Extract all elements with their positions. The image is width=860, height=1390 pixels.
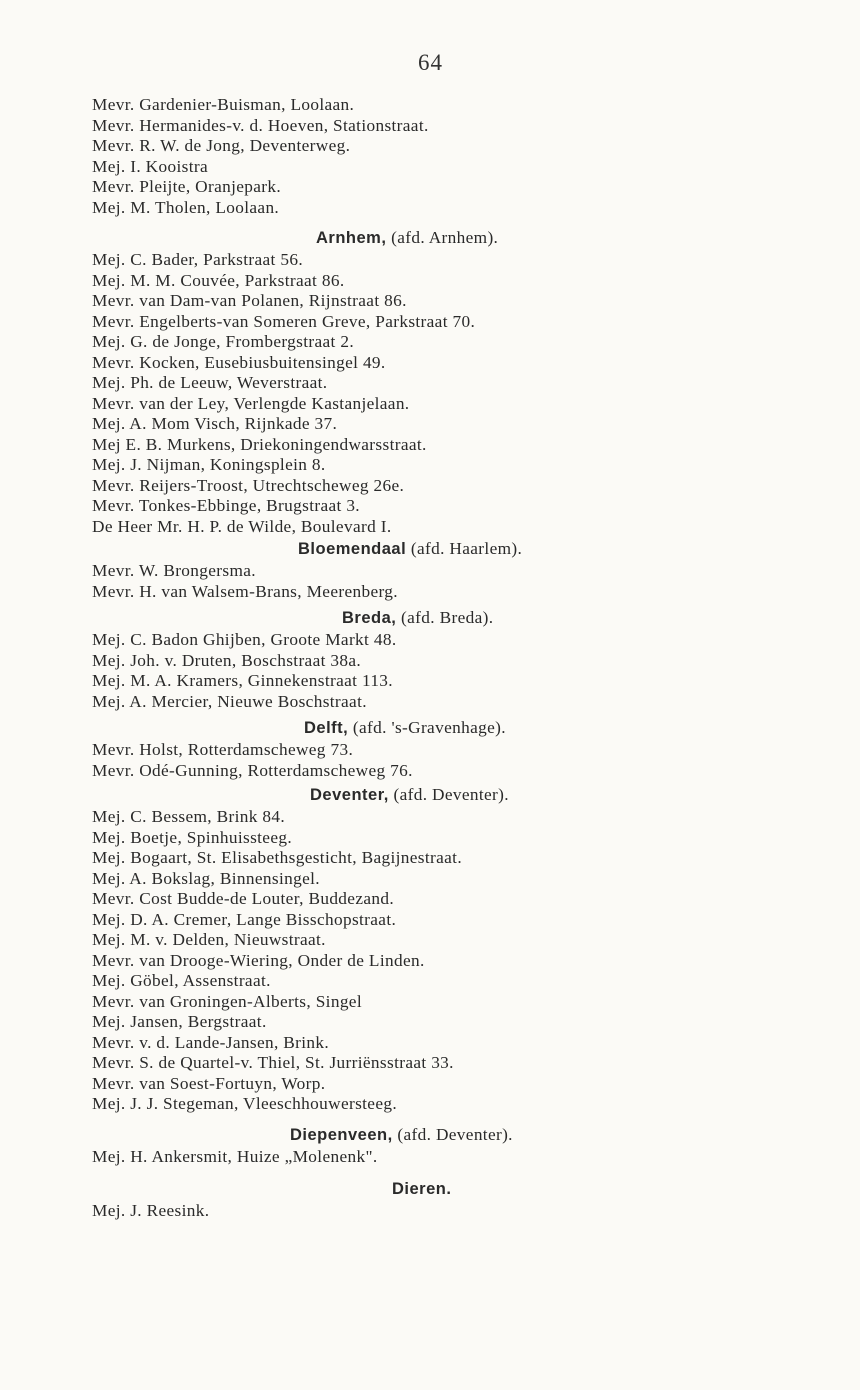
list-entry: Mej. M. A. Kramers, Ginnekenstraat 113.	[92, 671, 393, 690]
list-entry: Mej. A. Bokslag, Binnensingel.	[92, 868, 320, 888]
list-entry: Mevr. van Dam-van Polanen, Rijnstraat 86.	[92, 291, 407, 310]
section-place: Dieren.	[392, 1180, 452, 1198]
list-entry: Mej. Ph. de Leeuw, Weverstraat.	[92, 373, 328, 392]
page-number: 64	[418, 50, 443, 75]
section-place: Deventer,	[310, 786, 389, 804]
section-place: Breda,	[342, 609, 397, 627]
list-entry: Mevr. S. de Quartel-v. Thiel, St. Jurriënsstraat 33.	[92, 1053, 454, 1072]
section-entries-arnhem	[92, 250, 632, 537]
list-entry: Mevr. Gardenier-Buisman, Loolaan.	[92, 95, 355, 114]
section-heading-deventer	[92, 783, 632, 807]
section-place: Arnhem,	[316, 229, 387, 247]
section-heading-diepenveen	[92, 1123, 632, 1147]
list-entry: Mevr. van Soest-Fortuyn, Worp.	[92, 1073, 326, 1093]
section-entries-deventer	[92, 807, 632, 1115]
section-afd: (afd. Arnhem).	[391, 228, 499, 247]
intro-entries	[92, 95, 632, 218]
section-entries-bloemendaal	[92, 561, 632, 602]
section-heading-dieren	[92, 1177, 632, 1201]
section-afd: (afd. Haarlem).	[410, 539, 523, 558]
list-entry: Mej. J. Reesink.	[92, 1201, 210, 1220]
list-entry: Mevr. R. W. de Jong, Deventerweg.	[92, 136, 351, 155]
list-entry: Mevr. Hermanides-v. d. Hoeven, Stationstraat.	[92, 115, 429, 135]
section-heading-delft	[92, 716, 632, 740]
section-entries-delft	[92, 740, 632, 781]
list-entry: Mej. M. Tholen, Loolaan.	[92, 197, 280, 217]
list-entry: Mej. I. Kooistra	[92, 156, 208, 176]
list-entry: Mevr. van Groningen-Alberts, Singel	[92, 991, 362, 1011]
list-entry: Mevr. Reijers-Troost, Utrechtscheweg 26e.	[92, 475, 405, 495]
section-afd: (afd. Deventer).	[397, 1124, 513, 1144]
list-entry: Mevr. Odé-Gunning, Rotterdamscheweg 76.	[92, 760, 413, 780]
list-entry: Mej. Jansen, Bergstraat.	[92, 1012, 267, 1031]
list-entry: Mej. Bogaart, St. Elisabethsgesticht, Bagijnestraat.	[92, 848, 462, 867]
list-entry: Mej. C. Badon Ghijben, Groote Markt 48.	[92, 630, 397, 649]
list-entry: Mej. C. Bessem, Brink 84.	[92, 807, 286, 826]
list-entry: Mevr. H. van Walsem-Brans, Meerenberg.	[92, 581, 398, 601]
list-entry: De Heer Mr. H. P. de Wilde, Boulevard I.	[92, 516, 392, 536]
list-entry: Mej. H. Ankersmit, Huize „Molenenk".	[92, 1146, 378, 1166]
list-entry: Mevr. Pleijte, Oranjepark.	[92, 177, 282, 196]
list-entry: Mevr. Cost Budde-de Louter, Buddezand.	[92, 889, 395, 908]
list-entry: Mevr. Tonkes-Ebbinge, Brugstraat 3.	[92, 496, 360, 515]
section-afd: (afd. 's-Gravenhage).	[352, 718, 506, 737]
section-place: Diepenveen,	[290, 1125, 393, 1144]
list-entry: Mej. D. A. Cremer, Lange Bisschopstraat.	[92, 909, 397, 929]
list-entry: Mej. C. Bader, Parkstraat 56.	[92, 250, 304, 269]
list-entry: Mevr. van der Ley, Verlengde Kastanjelaan.	[92, 393, 410, 413]
section-heading-breda	[92, 606, 632, 630]
member-list	[92, 95, 632, 1222]
list-entry: Mej. A. Mom Visch, Rijnkade 37.	[92, 414, 338, 433]
section-heading-arnhem	[92, 226, 632, 250]
section-afd: (afd. Breda).	[401, 608, 494, 627]
section-place: Delft,	[304, 719, 349, 737]
list-entry: Mej. G. de Jonge, Frombergstraat 2.	[92, 332, 354, 351]
list-entry: Mevr. W. Brongersma.	[92, 561, 256, 580]
section-entries-diepenveen	[92, 1147, 632, 1168]
section-afd: (afd. Deventer).	[393, 785, 509, 804]
list-entry: Mej. Boetje, Spinhuissteeg.	[92, 827, 293, 847]
list-entry: Mej. M. v. Delden, Nieuwstraat.	[92, 930, 326, 949]
section-entries-breda	[92, 630, 632, 712]
list-entry: Mevr. Holst, Rotterdamscheweg 73.	[92, 740, 354, 759]
list-entry: Mej. J. Nijman, Koningsplein 8.	[92, 455, 326, 474]
list-entry: Mej. Göbel, Assenstraat.	[92, 971, 271, 990]
list-entry: Mevr. van Drooge-Wiering, Onder de Linden.	[92, 950, 425, 970]
list-entry: Mej. A. Mercier, Nieuwe Boschstraat.	[92, 691, 367, 711]
list-entry: Mej. Joh. v. Druten, Boschstraat 38a.	[92, 650, 362, 670]
list-entry: Mevr. Kocken, Eusebiusbuitensingel 49.	[92, 352, 386, 372]
list-entry: Mej. M. M. Couvée, Parkstraat 86.	[92, 270, 345, 290]
section-entries-dieren	[92, 1201, 632, 1222]
list-entry: Mevr. Engelberts-van Someren Greve, Parkstraat 70.	[92, 311, 476, 331]
section-heading-bloemendaal	[92, 537, 632, 561]
list-entry: Mej E. B. Murkens, Driekoningendwarsstraat.	[92, 434, 427, 454]
list-entry: Mej. J. J. Stegeman, Vleeschhouwersteeg.	[92, 1094, 397, 1113]
section-place: Bloemendaal	[298, 540, 407, 558]
list-entry: Mevr. v. d. Lande-Jansen, Brink.	[92, 1032, 330, 1052]
